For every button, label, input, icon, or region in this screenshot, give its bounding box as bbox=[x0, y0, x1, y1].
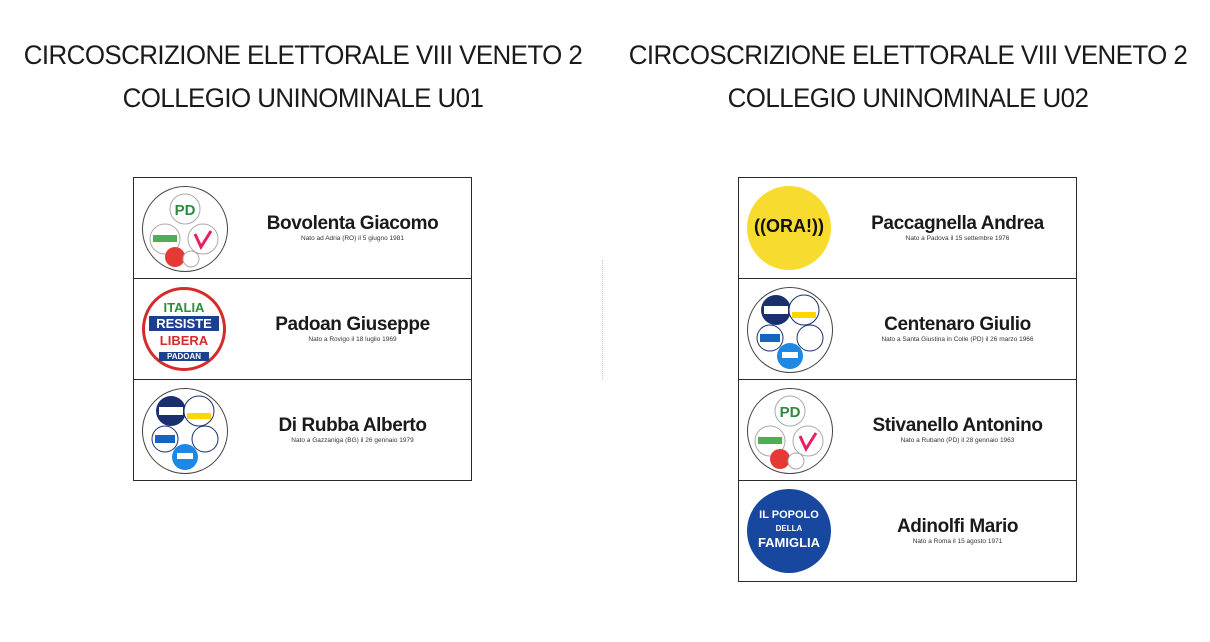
ora-logo: ((ORA!)) bbox=[747, 186, 831, 270]
italia-resiste-libera-logo: ITALIA RESISTE LIBERA PADOAN bbox=[142, 287, 226, 371]
centre-left-coalition-logo bbox=[142, 186, 228, 272]
popolo-della-famiglia-logo: IL POPOLO DELLA FAMIGLIA bbox=[747, 489, 831, 573]
candidate-birth-info: Nato a Roma il 15 agosto 1971 bbox=[912, 538, 1003, 545]
candidate-row bbox=[739, 481, 1076, 581]
ballot-box-u02 bbox=[738, 177, 1077, 582]
candidate-row bbox=[134, 279, 471, 380]
candidate-row bbox=[134, 380, 471, 480]
candidate-birth-info: Nato ad Adria (RO) il 5 giugno 1981 bbox=[301, 235, 404, 242]
college-title: COLLEGIO UNINOMINALE U02 bbox=[727, 83, 1089, 113]
candidate-birth-info: Nato a Santa Giustina in Colle (PD) il 26 marzo 1966 bbox=[881, 336, 1034, 343]
candidate-birth-info: Nato a Gazzaniga (BG) il 26 gennaio 1979 bbox=[291, 437, 414, 444]
centre-left-coalition-logo bbox=[747, 388, 833, 474]
svg-text:PD: PD bbox=[174, 202, 196, 219]
constituency-title: CIRCOSCRIZIONE ELETTORALE VIII VENETO 2 bbox=[628, 40, 1188, 70]
candidate-row bbox=[134, 178, 471, 279]
candidate-row bbox=[739, 279, 1076, 380]
candidate-birth-info: Nato a Padova il 15 settembre 1976 bbox=[905, 235, 1010, 242]
candidate-birth-info: Nato a Rubano (PD) il 28 gennaio 1963 bbox=[900, 437, 1015, 444]
candidate-name: Centenaro Giulio bbox=[884, 314, 1031, 335]
svg-text:PD: PD bbox=[779, 404, 801, 421]
constituency-title: CIRCOSCRIZIONE ELETTORALE VIII VENETO 2 bbox=[23, 40, 583, 70]
fold-mark bbox=[602, 260, 609, 380]
candidate-name: Bovolenta Giacomo bbox=[266, 213, 439, 234]
centre-right-coalition-logo bbox=[747, 287, 833, 373]
candidate-name: Stivanello Antonino bbox=[872, 415, 1043, 436]
ballot-box-u01 bbox=[133, 177, 472, 481]
candidate-name: Padoan Giuseppe bbox=[275, 314, 430, 335]
candidate-row bbox=[739, 380, 1076, 481]
candidate-birth-info: Nato a Rovigo il 18 luglio 1969 bbox=[308, 336, 397, 343]
college-title: COLLEGIO UNINOMINALE U01 bbox=[122, 83, 484, 113]
candidate-name: Adinolfi Mario bbox=[896, 516, 1019, 537]
candidate-name: Di Rubba Alberto bbox=[278, 415, 427, 436]
candidate-row bbox=[739, 178, 1076, 279]
candidate-name: Paccagnella Andrea bbox=[871, 213, 1044, 234]
centre-right-coalition-logo bbox=[142, 388, 228, 474]
